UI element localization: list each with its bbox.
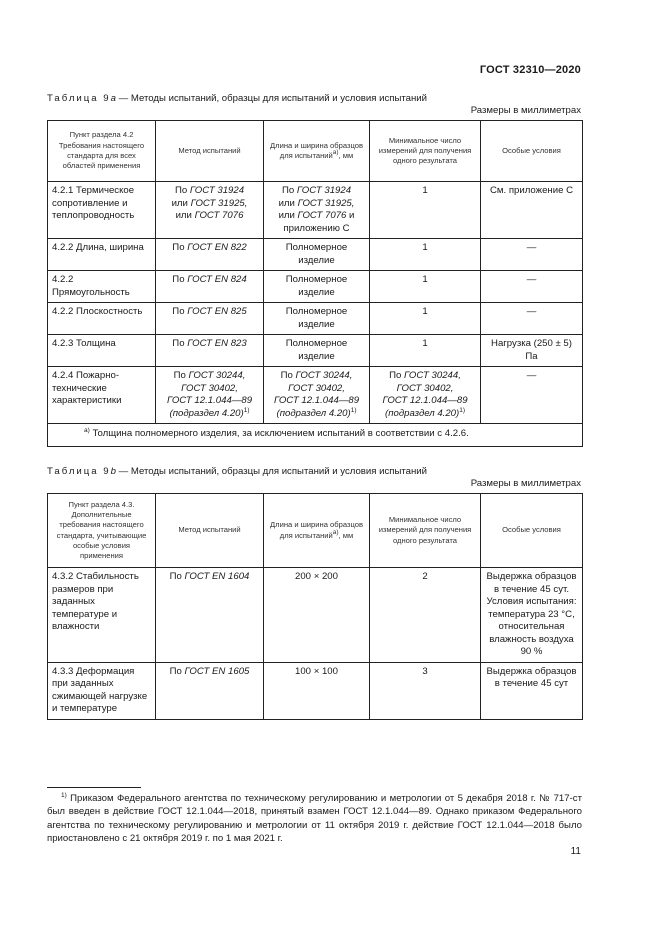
conditions-cell: —: [481, 367, 583, 424]
method-cell: По ГОСТ EN 1604: [156, 568, 264, 663]
count-cell: 1: [370, 239, 481, 271]
table-row: [48, 303, 583, 335]
table-9b-header-row: [48, 494, 583, 568]
table-row: [48, 568, 583, 663]
count-cell: 2: [370, 568, 481, 663]
table-note-row: [48, 424, 583, 447]
size-cell: По ГОСТ 30244, ГОСТ 30402, ГОСТ 12.1.044—89 (подраздел 4.20)$^{1)}$: [264, 367, 370, 424]
table-9a-header-row: [48, 121, 583, 182]
conditions-cell: —: [481, 239, 583, 271]
footnote-divider: [47, 787, 141, 788]
count-cell: 3: [370, 662, 481, 719]
header-size: Длина и ширина образцов для испытаний$^{а)}$, мм: [264, 494, 370, 568]
clause-cell: 4.2.2 Прямоугольность: [48, 271, 156, 303]
header-method: Метод испытаний: [156, 121, 264, 182]
clause-cell: 4.3.3 Деформация при заданных сжимающей нагрузке и температуре: [48, 662, 156, 719]
size-cell: Полномерное изделие: [264, 271, 370, 303]
table-9a-units: Размеры в миллиметрах: [470, 105, 581, 116]
count-cell: 1: [370, 271, 481, 303]
conditions-cell: Нагрузка (250 ± 5) Па: [481, 335, 583, 367]
method-cell: По ГОСТ EN 822: [156, 239, 264, 271]
table-row: [48, 239, 583, 271]
method-cell: По ГОСТ EN 825: [156, 303, 264, 335]
table-note: $^{а)}$ Толщина полномерного изделия, за исключением испытаний в соответствии с 4.2.6.: [48, 424, 583, 447]
clause-cell: 4.3.2 Стабильность размеров при заданных температуре и влажности: [48, 568, 156, 663]
size-cell: Полномерное изделие: [264, 335, 370, 367]
clause-cell: 4.2.2 Плоскостность: [48, 303, 156, 335]
table-row: [48, 271, 583, 303]
table-row: [48, 335, 583, 367]
method-cell: По ГОСТ 30244, ГОСТ 30402, ГОСТ 12.1.044—89 (подраздел 4.20)$^{1)}$: [156, 367, 264, 424]
size-cell: По ГОСТ 31924 или ГОСТ 31925, или ГОСТ 7076 и приложению С: [264, 182, 370, 239]
page-number: 11: [570, 846, 581, 857]
size-cell: 100 × 100: [264, 662, 370, 719]
size-cell: 200 × 200: [264, 568, 370, 663]
table-row: [48, 662, 583, 719]
table-row: [48, 182, 583, 239]
table-row: [48, 367, 583, 424]
method-cell: По ГОСТ 31924 или ГОСТ 31925, или ГОСТ 7076: [156, 182, 264, 239]
count-cell: 1: [370, 335, 481, 367]
header-conditions: Особые условия: [481, 121, 583, 182]
conditions-cell: Выдержка образцов в течение 45 сут. Условия испытания: температура 23 °С, относительная влажность воздуха 90 %: [481, 568, 583, 663]
table-9b-units: Размеры в миллиметрах: [470, 478, 581, 489]
header-clause: Пункт раздела 4.3. Дополнительные требования настоящего стандарта, учитывающие особые условия применения: [48, 494, 156, 568]
header-count: Минимальное число измерений для получения одного результата: [370, 121, 481, 182]
clause-cell: 4.2.4 Пожарно-технические характеристики: [48, 367, 156, 424]
clause-cell: 4.2.3 Толщина: [48, 335, 156, 367]
header-conditions: Особые условия: [481, 494, 583, 568]
footnote: $^{1)}$ Приказом Федерального агентства по техническому регулированию и метрологии от 5 декабря 2018 г. № 717-ст был введен в действие ГОСТ 12.1.044—2018, принятый взамен ГОСТ 12.1.044—89. Однако приказом Федерального агентства по техническому регулированию и метрологии от 11 октября 2019 г. действие ГОСТ 12.1.044—2018 было приостановлено с 21 октября 2019 г. по 1 мая 2021 г.: [47, 792, 582, 844]
table-9b: [47, 493, 583, 720]
count-cell: По ГОСТ 30244, ГОСТ 30402, ГОСТ 12.1.044—89 (подраздел 4.20)$^{1)}$: [370, 367, 481, 424]
conditions-cell: —: [481, 271, 583, 303]
count-cell: 1: [370, 303, 481, 335]
clause-cell: 4.2.1 Термическое сопротивление и теплопроводность: [48, 182, 156, 239]
count-cell: 1: [370, 182, 481, 239]
header-clause: Пункт раздела 4.2 Требования настоящего стандарта для всех областей применения: [48, 121, 156, 182]
size-cell: Полномерное изделие: [264, 303, 370, 335]
conditions-cell: См. приложение С: [481, 182, 583, 239]
method-cell: По ГОСТ EN 824: [156, 271, 264, 303]
clause-cell: 4.2.2 Длина, ширина: [48, 239, 156, 271]
table-9a-caption: Таблица 9a — Методы испытаний, образцы для испытаний и условия испытаний: [47, 93, 428, 104]
conditions-cell: —: [481, 303, 583, 335]
method-cell: По ГОСТ EN 1605: [156, 662, 264, 719]
size-cell: Полномерное изделие: [264, 239, 370, 271]
document-code: ГОСТ 32310—2020: [479, 64, 581, 76]
table-9a: [47, 120, 583, 447]
method-cell: По ГОСТ EN 823: [156, 335, 264, 367]
header-method: Метод испытаний: [156, 494, 264, 568]
header-size: Длина и ширина образцов для испытаний$^{а)}$, мм: [264, 121, 370, 182]
table-9b-caption: Таблица 9b — Методы испытаний, образцы для испытаний и условия испытаний: [47, 466, 428, 477]
conditions-cell: Выдержка образцов в течение 45 сут: [481, 662, 583, 719]
header-count: Минимальное число измерений для получения одного результата: [370, 494, 481, 568]
